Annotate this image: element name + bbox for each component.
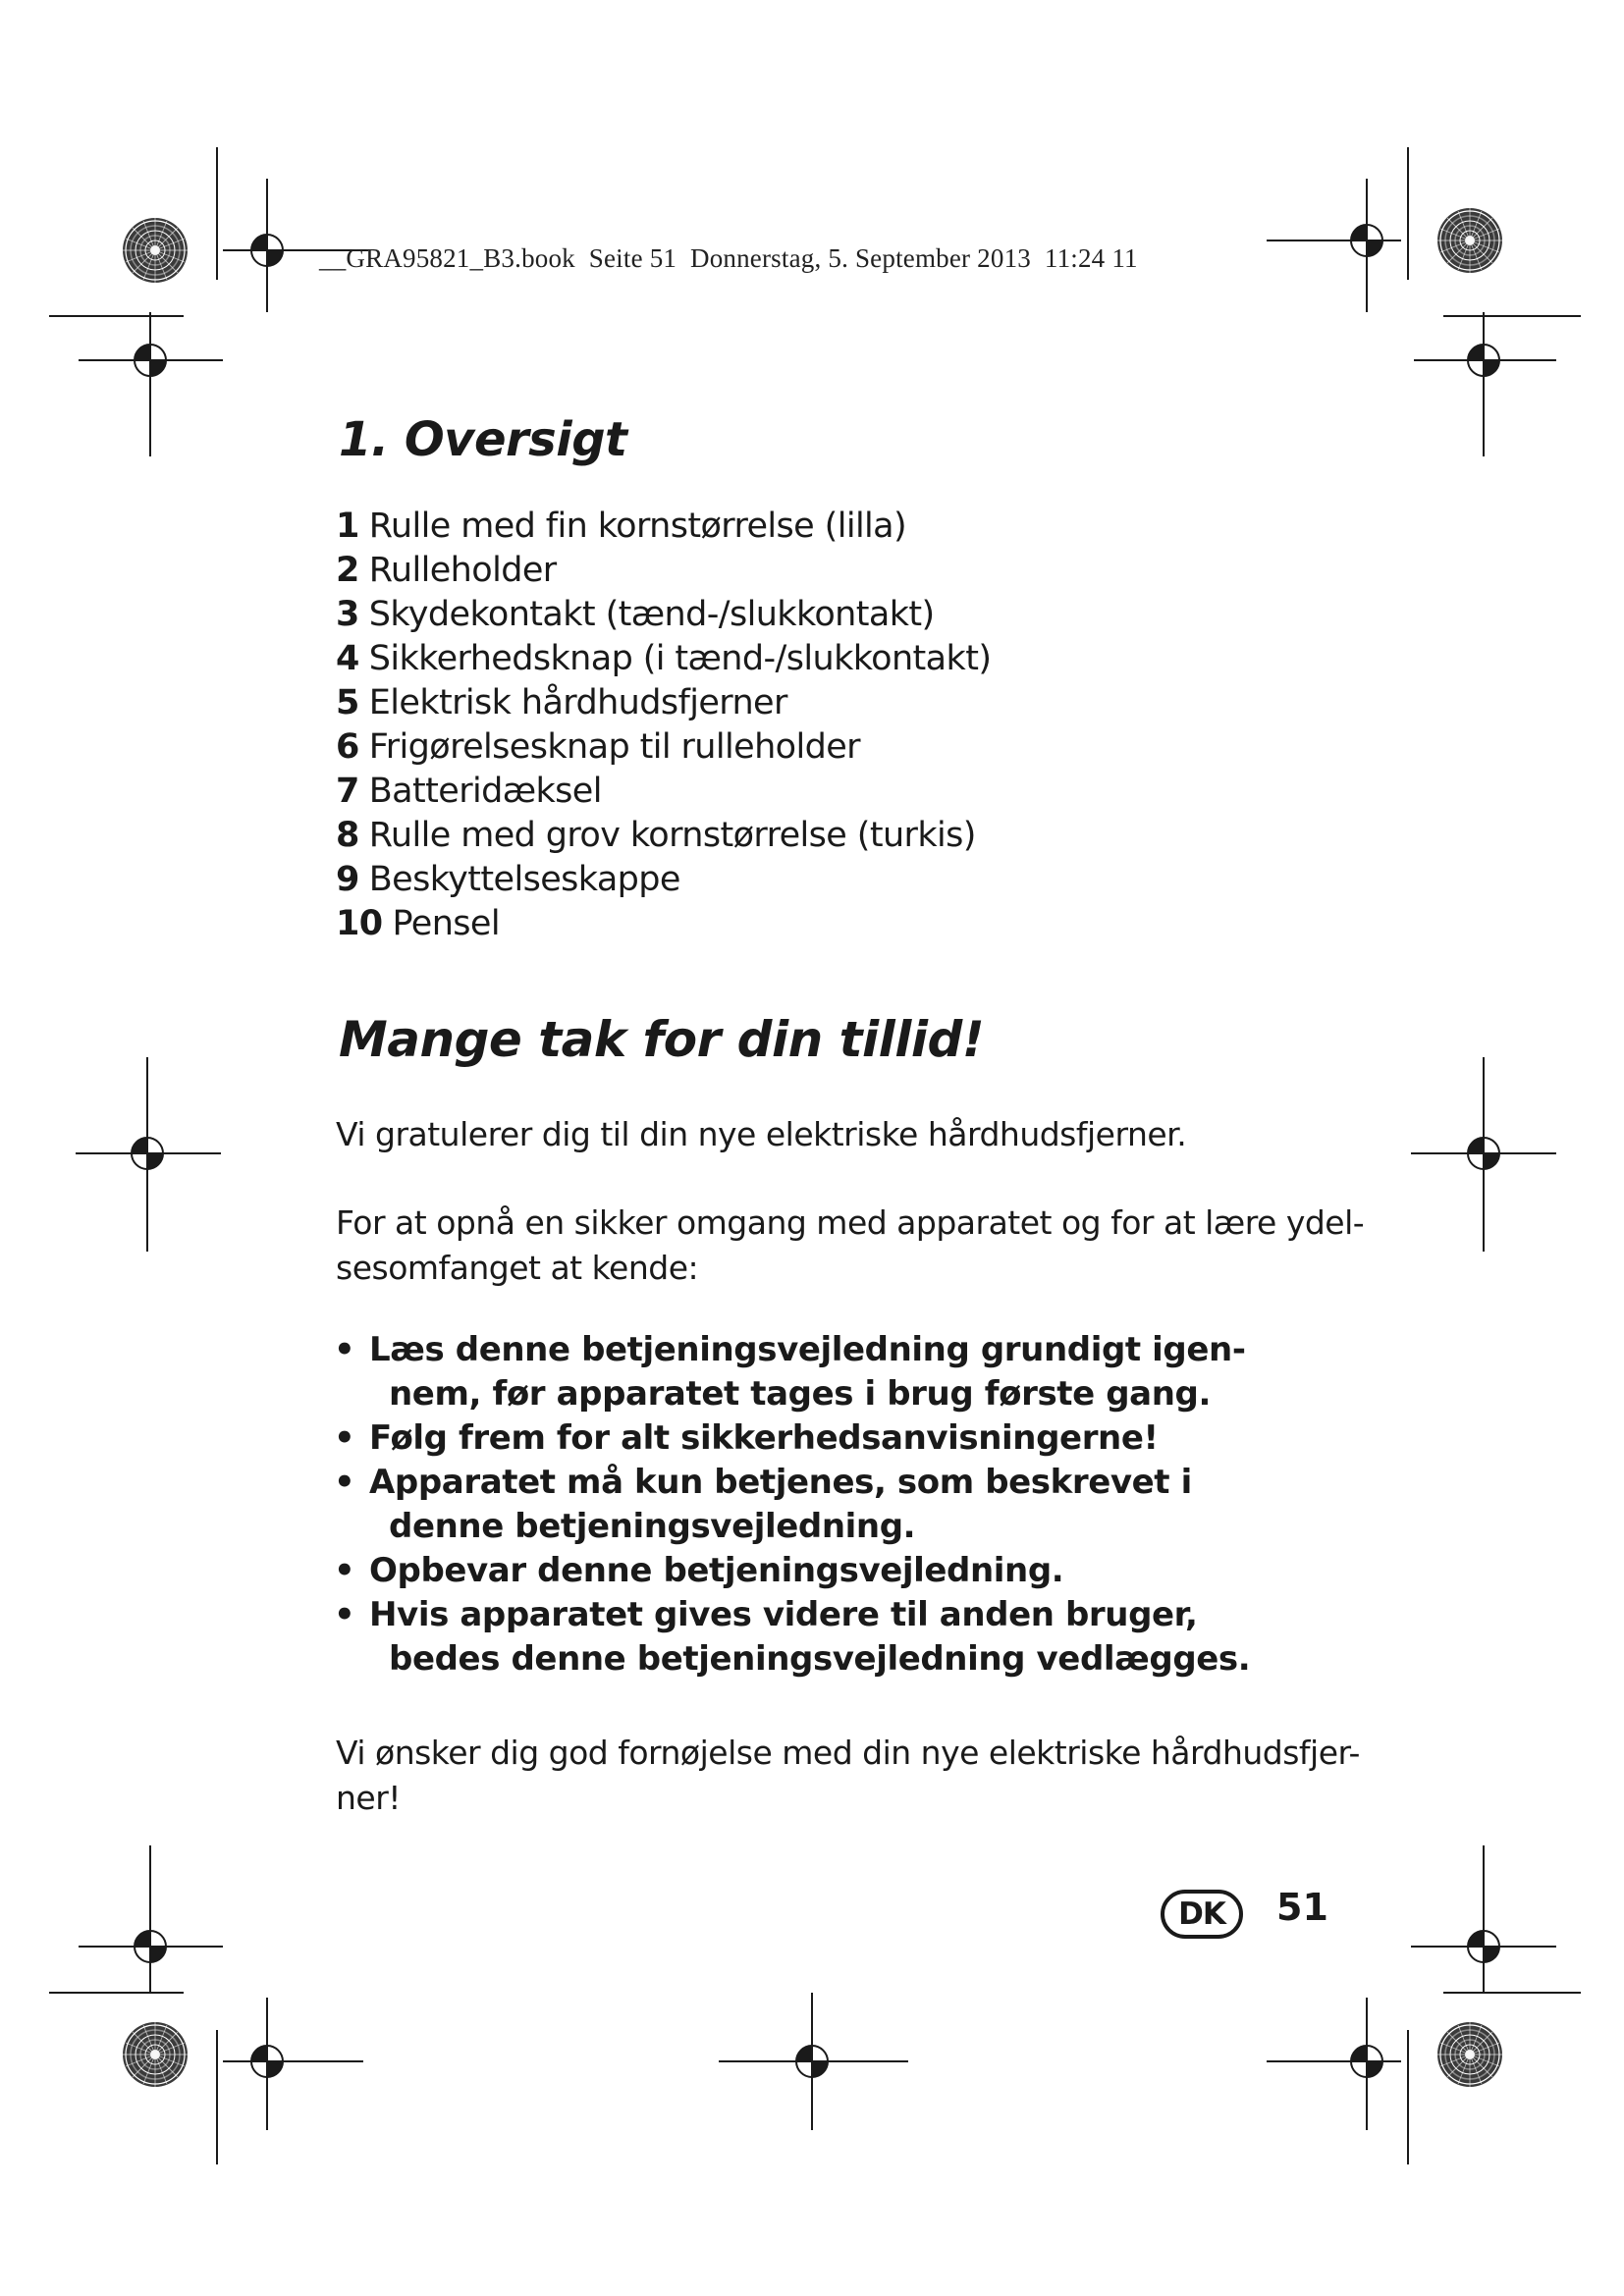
bullet-icon: •	[334, 1595, 355, 1634]
list-item	[336, 549, 991, 593]
purpose-line: sesomfanget at kende:	[336, 1249, 699, 1287]
purpose-paragraph	[336, 1201, 1365, 1291]
bullet-item	[334, 1328, 1250, 1416]
item-label: Frigørelsesknap til rulleholder	[368, 727, 860, 767]
bullet-icon: •	[334, 1551, 355, 1590]
list-item	[336, 770, 991, 814]
bullet-item	[334, 1416, 1250, 1461]
bullet-text: Læs denne betjeningsvejledning grundigt igen-	[369, 1330, 1246, 1369]
item-label: Rulleholder	[368, 551, 557, 590]
list-item	[336, 593, 991, 637]
item-number: 10	[336, 904, 383, 943]
item-number: 4	[336, 639, 359, 678]
page-number: 51	[1276, 1886, 1328, 1929]
item-number: 3	[336, 595, 359, 634]
list-item	[336, 814, 991, 858]
list-item	[336, 637, 991, 681]
item-label: Skydekontakt (tænd-/slukkontakt)	[368, 595, 935, 634]
country-code-badge: DK	[1161, 1890, 1243, 1939]
intro-paragraph: Vi gratulerer dig til din nye elektriske hårdhudsfjerner.	[336, 1115, 1187, 1153]
registration-mark-icon	[1267, 147, 1581, 456]
registration-mark-icon	[1411, 1057, 1556, 1252]
bullet-text-continued: denne betjeningsvejledning.	[389, 1507, 916, 1546]
bullet-icon: •	[334, 1418, 355, 1458]
color-rosette-icon	[1437, 2022, 1502, 2087]
instruction-bullets	[334, 1328, 1250, 1682]
registration-mark-icon	[49, 1845, 363, 2164]
item-number: 1	[336, 507, 359, 546]
item-label: Elektrisk hårdhudsfjerner	[368, 683, 787, 722]
registration-mark-icon	[719, 1993, 908, 2130]
item-number: 8	[336, 816, 359, 855]
bullet-text: Apparatet må kun betjenes, som beskrevet i	[369, 1463, 1192, 1502]
closing-line: ner!	[336, 1779, 402, 1817]
item-label: Beskyttelseskappe	[368, 860, 680, 899]
section-title-thanks: Mange tak for din tillid!	[339, 1011, 985, 1068]
closing-line: Vi ønsker dig god fornøjelse med din nye elektriske hårdhudsfjer-	[336, 1734, 1360, 1772]
list-item	[336, 858, 991, 902]
item-label: Rulle med grov kornstørrelse (turkis)	[368, 816, 976, 855]
print-header: __GRA95821_B3.book Seite 51 Donnerstag, 5. September 2013 11:24 11	[319, 243, 1138, 273]
purpose-line: For at opnå en sikker omgang med apparatet og for at lære ydel-	[336, 1203, 1365, 1242]
closing-paragraph	[336, 1731, 1360, 1821]
item-number: 7	[336, 772, 359, 811]
list-item	[336, 725, 991, 770]
item-number: 2	[336, 551, 359, 590]
bullet-item	[334, 1461, 1250, 1549]
item-number: 5	[336, 683, 359, 722]
registration-mark-icon	[49, 147, 368, 456]
list-item	[336, 505, 991, 549]
parts-list	[336, 505, 991, 946]
item-label: Sikkerhedsknap (i tænd-/slukkontakt)	[368, 639, 992, 678]
bullet-item	[334, 1549, 1250, 1593]
bullet-text: Hvis apparatet gives videre til anden bruger,	[369, 1595, 1198, 1634]
color-rosette-icon	[123, 218, 188, 283]
item-label: Rulle med fin kornstørrelse (lilla)	[368, 507, 907, 546]
bullet-text-continued: nem, før apparatet tages i brug første gang.	[389, 1374, 1211, 1414]
item-number: 6	[336, 727, 359, 767]
item-number: 9	[336, 860, 359, 899]
bullet-icon: •	[334, 1463, 355, 1502]
bullet-text: Følg frem for alt sikkerhedsanvisningerne!	[369, 1418, 1159, 1458]
registration-mark-icon	[76, 1057, 221, 1252]
color-rosette-icon	[1437, 208, 1502, 273]
bullet-text-continued: bedes denne betjeningsvejledning vedlægges.	[389, 1639, 1251, 1679]
item-label: Batteridæksel	[368, 772, 602, 811]
item-label: Pensel	[392, 904, 500, 943]
list-item	[336, 681, 991, 725]
list-item	[336, 902, 991, 946]
bullet-item	[334, 1593, 1250, 1682]
bullet-text: Opbevar denne betjeningsvejledning.	[369, 1551, 1064, 1590]
section-title-overview: 1. Oversigt	[339, 412, 627, 467]
color-rosette-icon	[123, 2022, 188, 2087]
bullet-icon: •	[334, 1330, 355, 1369]
